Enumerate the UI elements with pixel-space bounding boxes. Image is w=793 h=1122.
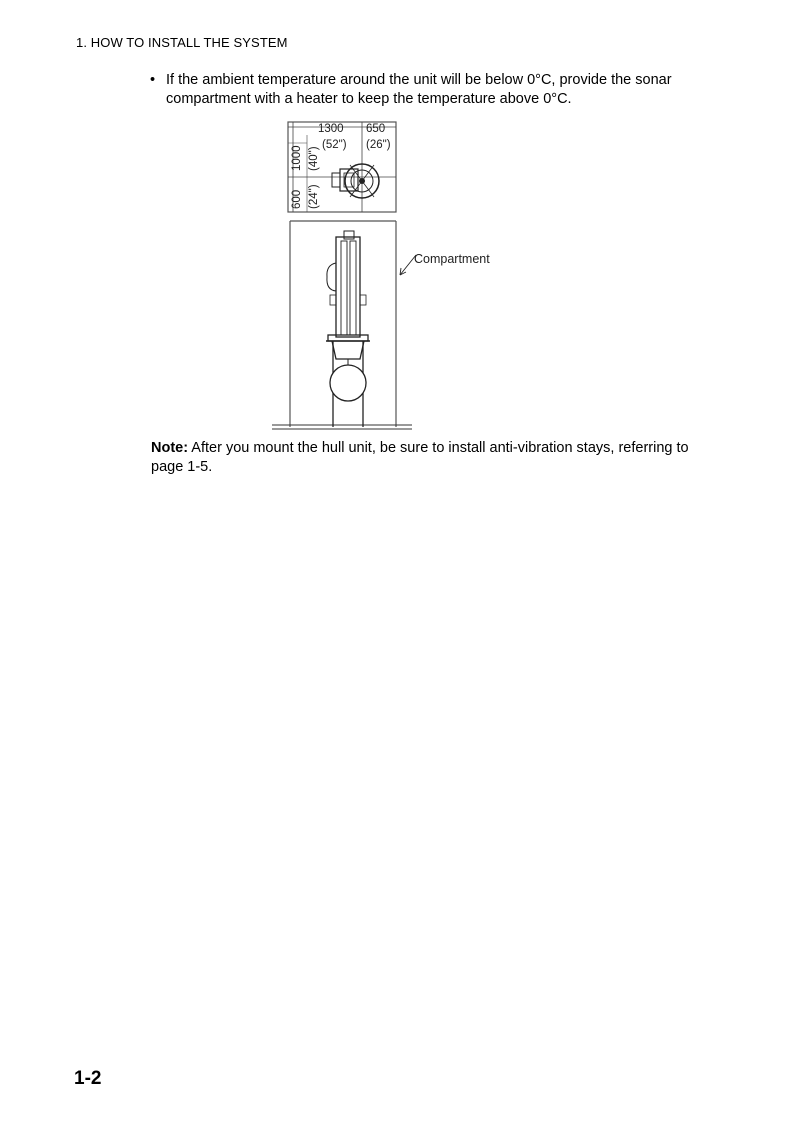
- section-header: 1. HOW TO INSTALL THE SYSTEM: [76, 35, 288, 50]
- hull-unit-top-view: [332, 164, 379, 198]
- note-text: After you mount the hull unit, be sure to install anti-vibration stays, referring to page 1-5.: [151, 440, 689, 475]
- dim-width-in: (52"): [322, 139, 347, 151]
- top-view-frame: [288, 122, 396, 212]
- bullet-paragraph: [150, 71, 730, 109]
- page-number: 1-2: [74, 1068, 102, 1089]
- compartment-diagram: [270, 115, 520, 435]
- note-paragraph: [151, 439, 711, 477]
- bullet-icon: •: [150, 72, 156, 88]
- dim-lower-in: (24"): [308, 184, 320, 209]
- bullet-text: If the ambient temperature around the unit will be below 0°C, provide the sonar compartment with a heater to keep the temperature above 0°C.: [166, 72, 672, 107]
- compartment-figure: [270, 115, 520, 435]
- side-view: [272, 221, 490, 429]
- dim-upper-in: (40"): [308, 146, 320, 171]
- dim-right-in: (26"): [366, 139, 391, 151]
- dim-right-mm: 650: [366, 123, 386, 135]
- dim-width-mm: 1300: [318, 123, 344, 135]
- note-label: Note:: [151, 440, 189, 456]
- dim-upper-mm: 1000: [291, 145, 303, 171]
- compartment-label: Compartment: [414, 252, 490, 266]
- top-view: [288, 122, 396, 212]
- dim-lower-mm: 600: [291, 189, 303, 209]
- transducer-dome: [330, 365, 366, 401]
